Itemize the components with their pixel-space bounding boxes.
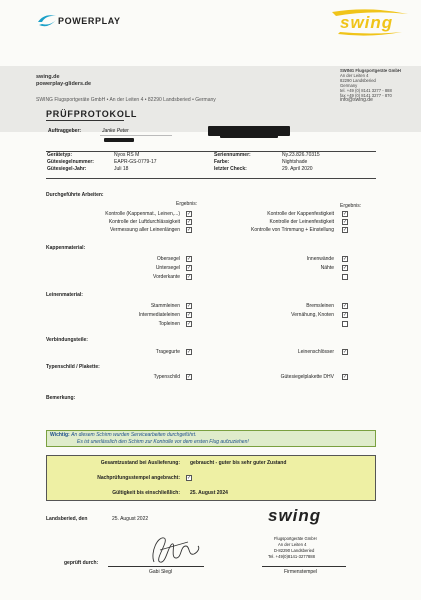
- section-title-kappen: Kappenmaterial:: [46, 245, 86, 251]
- place-label: Landsberied, den: [46, 516, 88, 522]
- page-title: PRÜFPROTOKOLL: [46, 109, 138, 119]
- result-checkbox[interactable]: ✓: [187, 303, 192, 309]
- arbeiten-item: Kontrolle der Kappenfestigkeit: [267, 211, 334, 217]
- powerplay-swirl-icon: [36, 12, 58, 30]
- result-checkbox[interactable]: ✓: [187, 312, 192, 318]
- section-title-typenschild: Typenschild / Plakette:: [46, 364, 100, 370]
- result-checkbox[interactable]: ✓: [187, 349, 192, 355]
- signer-name: Gabi Slegl: [149, 569, 173, 575]
- stamp-logo: swing: [268, 506, 322, 525]
- ergebnis-label: Ergebnis:: [340, 203, 362, 209]
- swing-header-logo-text: swing: [340, 13, 394, 32]
- detail-value: Nyos RS M: [114, 152, 140, 158]
- summary-value: 25. August 2024: [190, 490, 228, 496]
- stamp-caption: Firmenstempel: [284, 569, 318, 575]
- arbeiten-item: Vermessung aller Leinenlängen: [109, 227, 180, 233]
- result-checkbox[interactable]: ✓: [343, 374, 348, 380]
- result-checkbox[interactable]: ✓: [343, 227, 348, 233]
- redaction-bar: [104, 138, 134, 142]
- notice-banner: [46, 430, 376, 447]
- section-title-leinen: Leinenmaterial:: [46, 292, 83, 298]
- section-title-bemerkung: Bemerkung:: [46, 395, 76, 401]
- company-line: SWING Flugsportgeräte GmbH: [340, 68, 401, 73]
- detail-label: letzter Check:: [214, 166, 247, 172]
- arbeiten-item: Kontrolle der Leinenfestigkeit: [269, 219, 334, 225]
- signature-scribble-icon: [140, 532, 202, 568]
- notice-label: Wichtig:: [50, 432, 70, 438]
- site-link-powerplay[interactable]: powerplay-gliders.de: [36, 81, 92, 87]
- detail-label: Gerätetyp:: [47, 152, 73, 158]
- section-title-verbindung: Verbindungsteile:: [46, 337, 88, 343]
- arbeiten-item: Kontrolle von Trimmung + Einstellung: [251, 227, 334, 233]
- notice-text-1: An diesem Schirm wurden Servicearbeiten durchgeführt.: [71, 432, 197, 438]
- signed-by-label: geprüft durch:: [64, 560, 99, 566]
- arbeiten-item: Kontrolle (Kappenmat., Leinen,...): [105, 211, 180, 217]
- kappen-item: Innenwände: [306, 256, 334, 262]
- result-checkbox[interactable]: ✓: [187, 274, 192, 280]
- contact-line: tel. +49 (0) 8141 3277 - 888: [340, 88, 392, 93]
- summary-label: Gültigkeit bis einschließlich:: [112, 490, 180, 496]
- empty-checkbox[interactable]: [342, 274, 348, 280]
- stamp-line-rule: [262, 566, 346, 567]
- typen-item: Gütesiegelplakette DHV: [280, 374, 334, 380]
- summary-label: Nachprüfungsstempel angebracht:: [97, 475, 180, 481]
- empty-checkbox[interactable]: [342, 321, 348, 327]
- stamp-line: An der Leiten 4: [278, 542, 307, 547]
- result-checkbox[interactable]: ✓: [343, 303, 348, 309]
- detail-value: Nightshade: [282, 159, 308, 165]
- kappen-item: Vorderkante: [153, 274, 180, 280]
- result-checkbox[interactable]: ✓: [187, 265, 192, 271]
- summary-label: Gesamtzustand bei Auslieferung:: [100, 460, 180, 466]
- result-checkbox[interactable]: ✓: [187, 256, 192, 262]
- detail-value: EAPR-GS-0779-17: [114, 159, 157, 165]
- notice-line: [50, 432, 196, 438]
- redaction-bar: [220, 134, 278, 138]
- result-checkbox[interactable]: ✓: [187, 227, 192, 233]
- detail-label: Seriennummer:: [214, 152, 251, 158]
- company-line: Germany: [340, 83, 358, 88]
- leinen-item: Bremsleinen: [306, 303, 334, 309]
- result-checkbox[interactable]: ✓: [187, 321, 192, 327]
- leinen-item: Topleinen: [158, 321, 180, 327]
- kappen-item: Nähte: [320, 265, 334, 271]
- summary-value: gebraucht - guter bis sehr guter Zustand: [190, 460, 287, 466]
- verbindung-item: Leinenschlösser: [297, 349, 334, 355]
- result-checkbox[interactable]: ✓: [343, 211, 348, 217]
- signature: [140, 532, 202, 568]
- company-line: 82290 Landsberied: [340, 78, 376, 83]
- detail-label: Gütesiegel-Jahr:: [47, 166, 87, 172]
- address-line: SWING Flugsportgeräte GmbH • An der Leiten 4 • 82290 Landsberied • Germany: [36, 97, 216, 103]
- result-checkbox[interactable]: ✓: [187, 211, 192, 217]
- stamp-line: D-82290 Landsberied: [274, 548, 315, 553]
- date-value: 25. August 2022: [112, 516, 149, 522]
- company-block: [340, 68, 420, 103]
- auftraggeber-value: Janke Peter: [102, 128, 129, 134]
- result-checkbox[interactable]: ✓: [343, 312, 348, 318]
- detail-label: Gütesiegelnummer:: [47, 159, 94, 165]
- swing-header-logo: [330, 8, 410, 36]
- kappen-item: Untersegel: [155, 265, 180, 271]
- stamp-line: Tel. +49(0)8141-3277888: [268, 554, 315, 559]
- details-table: [46, 151, 376, 179]
- kappen-item: Obersegel: [156, 256, 180, 262]
- detail-label: Farbe:: [214, 159, 230, 165]
- company-line: An der Leiten 4: [340, 73, 369, 78]
- arbeiten-item: Kontrolle der Luftdurchlässigkeit: [108, 219, 180, 225]
- detail-value: Ny.23.826.70315: [282, 152, 320, 158]
- stamp-line: Flugsportgeräte GmbH: [274, 536, 317, 541]
- leinen-item: Vernähung, Knoten: [291, 312, 334, 318]
- result-checkbox[interactable]: ✓: [343, 256, 348, 262]
- section-title-arbeiten: Durchgeführte Arbeiten:: [46, 192, 104, 198]
- detail-value: Juli 18: [114, 166, 129, 172]
- signature-line: [108, 566, 204, 567]
- leinen-item: Intermediateleinen: [138, 312, 180, 318]
- result-checkbox[interactable]: ✓: [343, 349, 348, 355]
- powerplay-logo: [36, 12, 146, 32]
- verbindung-item: Tragegurte: [155, 349, 180, 355]
- company-stamp: [262, 508, 342, 564]
- typen-item: Typenschild: [153, 374, 180, 380]
- powerplay-logo-text: POWERPLAY: [58, 16, 121, 26]
- title-underline: [46, 120, 124, 121]
- result-checkbox[interactable]: ✓: [343, 219, 348, 225]
- leinen-item: Stammleinen: [150, 303, 180, 309]
- auftraggeber-label: Auftraggeber:: [48, 128, 82, 134]
- result-checkbox[interactable]: ✓: [343, 265, 348, 271]
- result-checkbox[interactable]: ✓: [187, 374, 192, 380]
- site-link-swing[interactable]: swing.de: [36, 74, 60, 80]
- stamp-checkbox[interactable]: ✓: [187, 475, 192, 481]
- detail-value: 29. April 2020: [282, 166, 313, 172]
- contact-line: fax +49 (0) 8141 3277 - 870: [340, 93, 392, 98]
- result-checkbox[interactable]: ✓: [187, 219, 192, 225]
- notice-text-2: Es ist unerlässlich den Schirm zur Kontrolle vor dem ersten Flug aufzuziehen!: [77, 439, 249, 445]
- contact-line: info@swing.de: [340, 97, 373, 103]
- ergebnis-label: Ergebnis:: [176, 201, 198, 207]
- auftraggeber-line: [100, 135, 172, 136]
